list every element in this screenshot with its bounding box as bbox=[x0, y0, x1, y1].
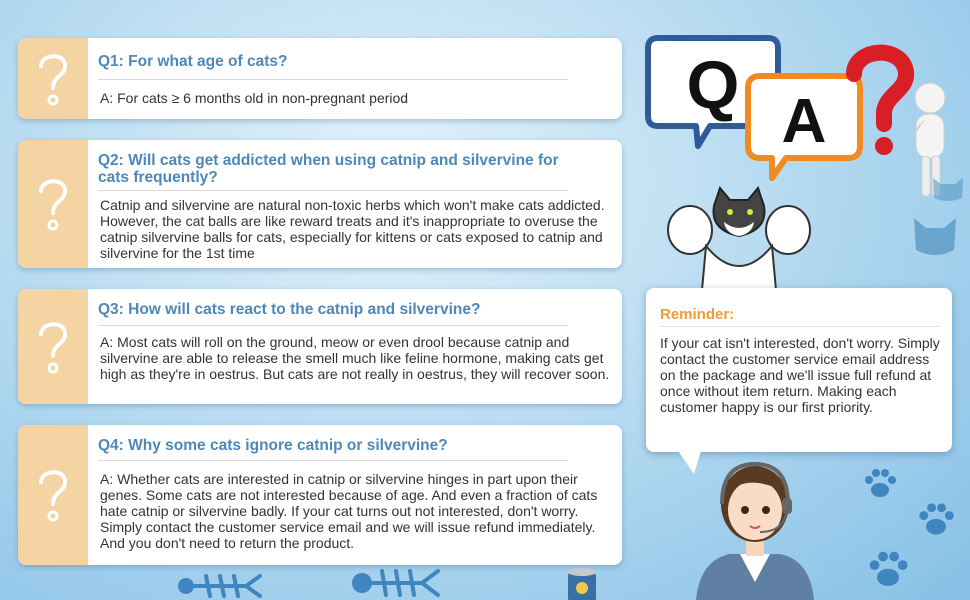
a-letter: A bbox=[781, 87, 827, 156]
red-question-dot bbox=[875, 137, 893, 155]
faq-tab bbox=[18, 289, 88, 404]
reminder-bubble bbox=[646, 288, 952, 452]
catnip-can-icon bbox=[560, 566, 604, 600]
faq-question: Q4: Why some cats ignore catnip or silvervine? bbox=[98, 437, 448, 454]
reminder-text: If your cat isn't interested, don't worry. Simply contact the customer service email address on the package and we'll issue full refund at once without item return. Making each customer happy is our first priority. bbox=[660, 335, 940, 415]
muscle-cat-illustration bbox=[664, 186, 814, 290]
faq-question: Q3: How will cats react to the catnip and silvervine? bbox=[98, 301, 481, 318]
cat-face-icon bbox=[910, 210, 960, 256]
reminder-divider bbox=[660, 326, 940, 327]
faq-tab bbox=[18, 425, 88, 565]
faq-answer: A: Whether cats are interested in catnip or silvervine hinges in part upon their genes. Some cats are not interested because of age. And even a fraction of cats hate catnip or silvervine badly. If your cat turns out not interested, don't worry. Simply contact the customer service email and we will issue refund immediately. And you don't need to return the product. bbox=[100, 471, 598, 551]
faq-divider bbox=[98, 325, 568, 326]
cat-face-icon bbox=[930, 172, 966, 202]
paw-print-icon bbox=[862, 466, 898, 502]
question-mark-icon bbox=[35, 316, 71, 378]
paw-print-icon bbox=[866, 548, 910, 592]
faq-divider bbox=[98, 460, 568, 461]
faq-answer: Catnip and silvervine are natural non-toxic herbs which won't make cats addicted. However, the cat balls are like reward treats and it's inappropriate to overuse the catnip silvervine balls for cats, especially for kittens or cats exposed to catnip and silvervine for the 1st time bbox=[100, 197, 605, 261]
faq-divider bbox=[98, 190, 568, 191]
faq-answer: A: Most cats will roll on the ground, meow or even drool because catnip and silvervine are able to release the smell much like feline hormone, making cats get high as they're in oestrus. But cats are not really in oestrus, they will recover soon. bbox=[100, 334, 610, 382]
faq-card-2 bbox=[18, 140, 622, 268]
faq-tab bbox=[18, 140, 88, 268]
question-mark-icon bbox=[35, 173, 71, 235]
q-letter: Q bbox=[686, 47, 740, 123]
faq-question: Q2: Will cats get addicted when using catnip and silvervine for cats frequently? bbox=[98, 152, 559, 186]
question-mark-icon bbox=[35, 48, 71, 110]
faq-tab bbox=[18, 38, 88, 119]
paw-print-icon bbox=[916, 500, 956, 540]
customer-service-agent-illustration bbox=[690, 450, 820, 600]
question-mark-icon bbox=[35, 464, 71, 526]
fish-bone-icon bbox=[176, 572, 266, 600]
reminder-title: Reminder: bbox=[660, 306, 735, 323]
faq-question: Q1: For what age of cats? bbox=[98, 53, 288, 70]
faq-divider bbox=[98, 79, 568, 80]
fish-bone-icon bbox=[348, 566, 444, 600]
qa-bubbles-illustration bbox=[640, 28, 960, 208]
faq-card-3 bbox=[18, 289, 622, 404]
faq-card-1 bbox=[18, 38, 622, 119]
faq-answer: A: For cats ≥ 6 months old in non-pregnant period bbox=[100, 90, 409, 106]
faq-card-4 bbox=[18, 425, 622, 565]
